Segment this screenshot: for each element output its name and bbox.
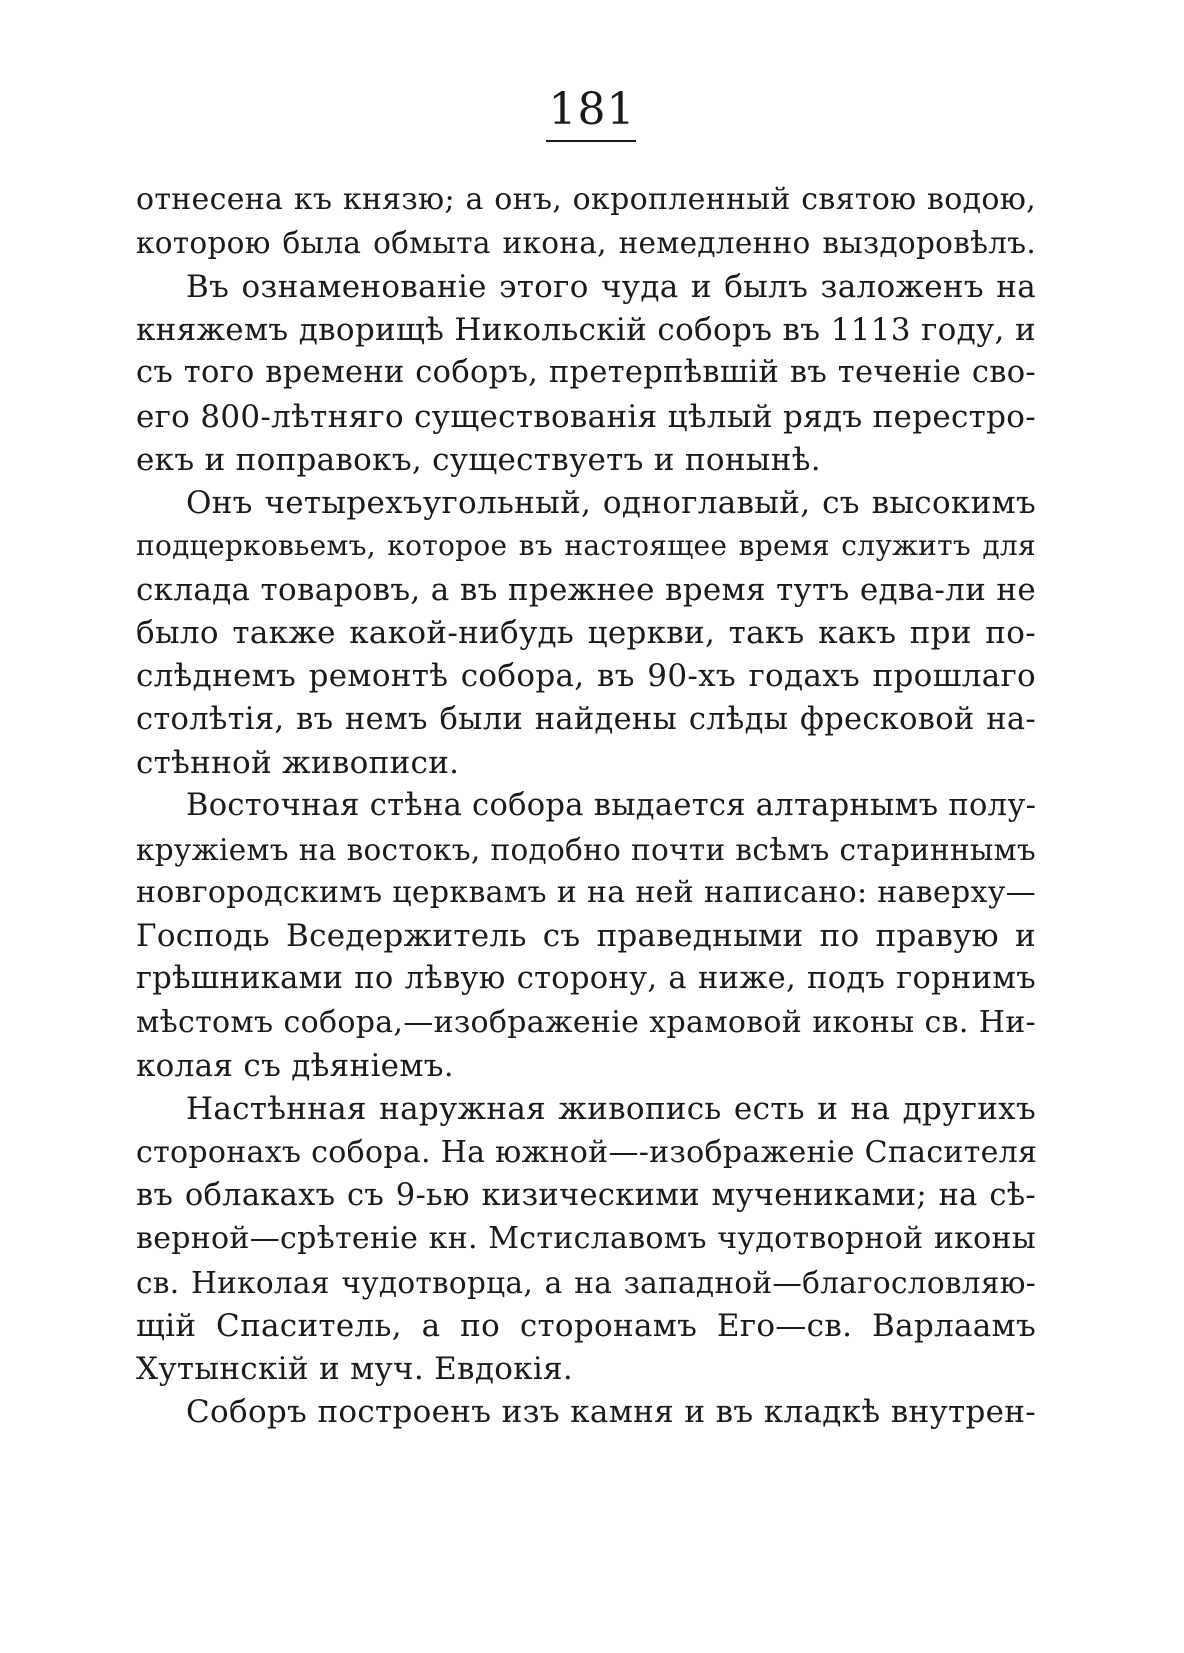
- text-line: Настѣнная наружная живопись есть и на другихъ: [186, 1091, 1036, 1127]
- page-number-rule: [546, 140, 636, 142]
- text-line: Онъ четырехъугольный, одноглавый, съ высокимъ: [186, 485, 1036, 521]
- text-line: съ того времени соборъ, претерпѣвшій въ теченіе сво-: [136, 355, 1036, 390]
- text-line: въ облакахъ съ 9-ью кизическими мучениками; на сѣ-: [136, 1178, 1036, 1213]
- text-line: княжемъ дворищѣ Никольскій соборъ въ 1113 году, и: [136, 312, 1036, 348]
- text-line: грѣшниками по лѣвую сторону, а ниже, подъ горнимъ: [136, 961, 1036, 996]
- text-line: Въ ознаменованіе этого чуда и былъ заложенъ на: [186, 269, 1036, 305]
- text-line: Соборъ построенъ изъ камня и въ кладкѣ внутрен-: [186, 1394, 1036, 1430]
- text-line: колая съ дѣяніемъ.: [136, 1048, 454, 1084]
- text-line: сторонахъ собора. На южной—-изображеніе Спасителя: [136, 1135, 1038, 1170]
- page-number: 181: [548, 84, 636, 135]
- text-line: верной—срѣтеніе кн. Мстиславомъ чудотворной иконы: [136, 1221, 1036, 1256]
- text-line: слѣднемъ ремонтѣ собора, въ 90-хъ годахъ прошлаго: [136, 658, 1036, 694]
- text-line: было также какой-нибудь церкви, такъ какъ при по-: [136, 615, 1036, 651]
- text-line: отнесена къ князю; а онъ, окропленный святою водою,: [136, 182, 1036, 217]
- text-line: стѣнной живописи.: [136, 745, 460, 781]
- text-line: Хутынскій и муч. Евдокія.: [136, 1351, 574, 1387]
- text-line: новгородскимъ церквамъ и на ней написано: наверху—: [136, 875, 1036, 910]
- text-line: екъ и поправокъ, существуетъ и понынѣ.: [136, 442, 821, 478]
- text-line: щій Спаситель, а по сторонамъ Его—св. Варлаамъ: [136, 1308, 1036, 1344]
- text-line: его 800-лѣтняго существованія цѣлый рядъ перестро-: [136, 399, 1036, 435]
- text-line: которою была обмыта икона, немедленно выздоровѣлъ.: [136, 226, 1036, 260]
- text-line: подцерковьемъ, которое въ настоящее время служитъ для: [136, 529, 1036, 562]
- text-line: кружіемъ на востокъ, подобно почти всѣмъ стариннымъ: [136, 833, 1036, 867]
- text-line: Господь Вседержитель съ праведными по правую и: [136, 918, 1036, 954]
- text-line: Восточная стѣна собора выдается алтарнымъ полу-: [186, 788, 1037, 823]
- text-line: св. Николая чудотворца, а на западной—благословляю-: [136, 1266, 1036, 1300]
- text-line: мѣстомъ собора,—изображеніе храмовой иконы св. Ни-: [136, 1005, 1036, 1040]
- text-line: склада товаровъ, а въ прежнее время тутъ едва-ли не: [136, 572, 1036, 608]
- text-line: столѣтія, въ немъ были найдены слѣды фресковой на-: [136, 702, 1036, 737]
